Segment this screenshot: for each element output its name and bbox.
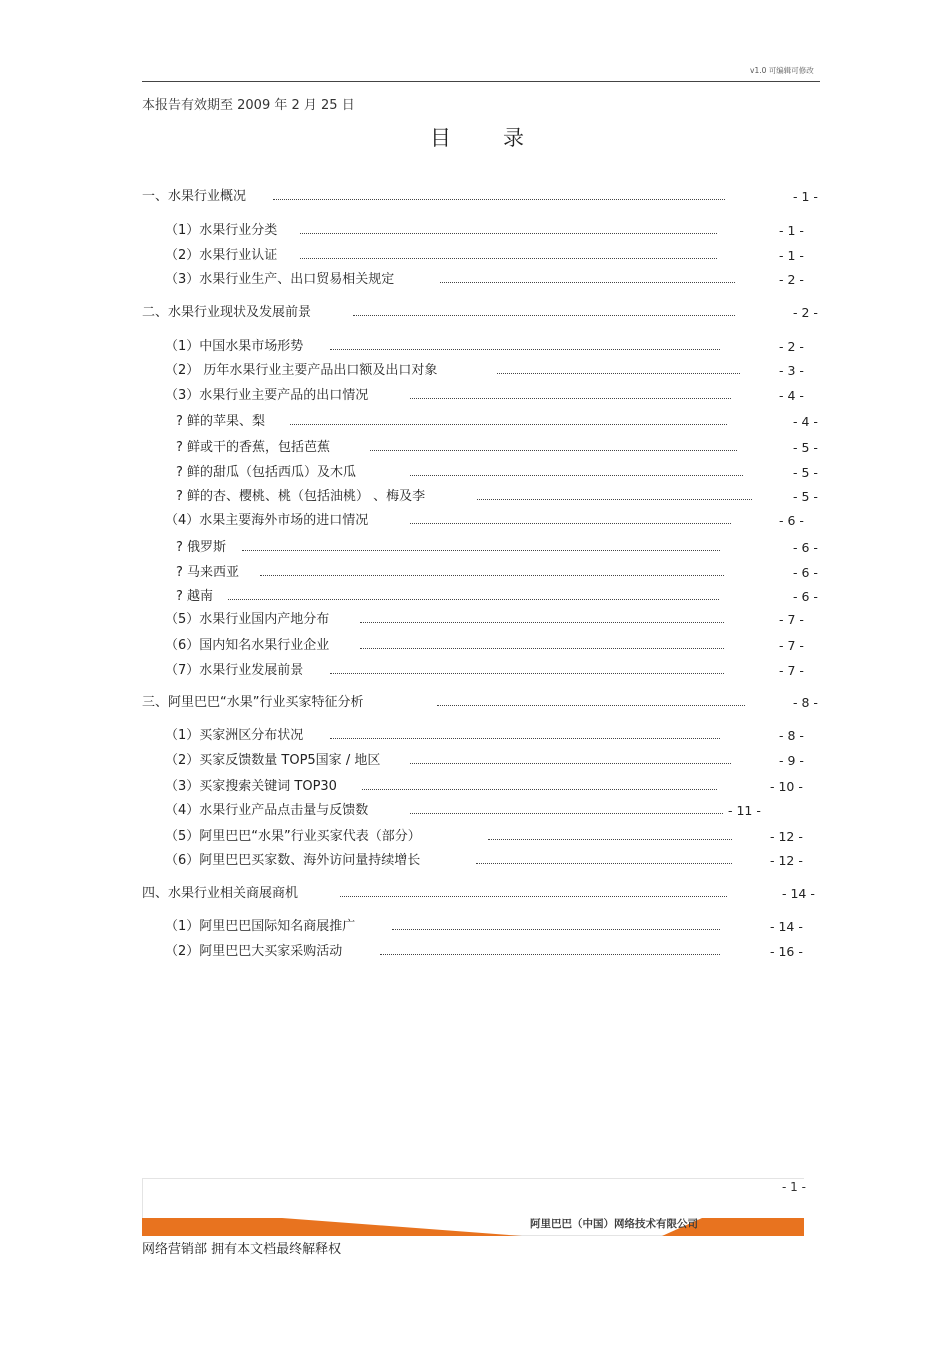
toc-leader-dots (360, 642, 724, 649)
toc-entry-label: （6）阿里巴巴买家数、海外访问量持续增长 (165, 853, 421, 868)
toc-entry-page: - 6 - (779, 513, 804, 528)
toc-entry[interactable] (0, 918, 950, 936)
toc-entry-label: ? 鲜的杏、樱桃、桃（包括油桃） 、梅及李 (176, 489, 426, 504)
toc-leader-dots (362, 783, 717, 790)
toc-entry[interactable] (0, 637, 950, 655)
toc-entry[interactable] (0, 943, 950, 961)
toc-leader-dots (477, 493, 752, 500)
toc-entry[interactable] (0, 727, 950, 745)
toc-entry-label: ? 俄罗斯 (176, 540, 227, 555)
toc-entry[interactable] (0, 611, 950, 629)
toc-entry-page: - 2 - (779, 272, 804, 287)
toc-entry-page: - 5 - (793, 465, 818, 480)
toc-leader-dots (488, 833, 732, 840)
toc-entry[interactable] (0, 488, 950, 506)
toc-entry-label: （2）水果行业认证 (165, 248, 278, 263)
toc-entry-label: （1）水果行业分类 (165, 223, 278, 238)
toc-leader-dots (330, 732, 720, 739)
toc-entry-page: - 5 - (793, 440, 818, 455)
toc-entry-page: - 7 - (779, 612, 804, 627)
toc-entry-label: （5）水果行业国内产地分布 (165, 612, 330, 627)
toc-entry[interactable] (0, 828, 950, 846)
company-name: 阿里巴巴（中国）网络技术有限公司 (530, 1218, 698, 1230)
toc-entry-label: 二、水果行业现状及发展前景 (142, 305, 312, 320)
toc-entry-page: - 6 - (793, 565, 818, 580)
toc-entry-label: ? 鲜的苹果、梨 (176, 414, 266, 429)
toc-leader-dots (290, 418, 727, 425)
toc-entry[interactable] (0, 247, 950, 265)
toc-entry-page: - 1 - (779, 223, 804, 238)
toc-entry[interactable] (0, 564, 950, 582)
toc-entry-page: - 12 - (770, 853, 803, 868)
toc-leader-dots (330, 343, 720, 350)
header-rule (142, 81, 820, 82)
toc-leader-dots (300, 252, 717, 259)
toc-entry-label: ? 越南 (176, 589, 214, 604)
toc-entry-page: - 7 - (779, 663, 804, 678)
toc-entry-label: ? 马来西亚 (176, 565, 240, 580)
toc-entry-label: （6）国内知名水果行业企业 (165, 638, 330, 653)
toc-leader-dots (380, 948, 720, 955)
toc-leader-dots (440, 276, 735, 283)
toc-leader-dots (260, 569, 724, 576)
toc-leader-dots (410, 469, 743, 476)
toc-entry[interactable] (0, 304, 950, 322)
toc-entry-page: - 4 - (779, 388, 804, 403)
toc-entry-page: - 5 - (793, 489, 818, 504)
version-note: v1.0 可编辑可修改 (750, 66, 814, 75)
toc-entry-page: - 2 - (779, 339, 804, 354)
toc-entry-page: - 4 - (793, 414, 818, 429)
toc-entry-page: - 2 - (793, 305, 818, 320)
toc-entry[interactable] (0, 752, 950, 770)
toc-entry-label: （1）买家洲区分布状况 (165, 728, 304, 743)
toc-entry-label: （3）买家搜索关键词 TOP30 (165, 779, 337, 794)
toc-entry[interactable] (0, 778, 950, 796)
toc-leader-dots (410, 392, 731, 399)
toc-entry[interactable] (0, 539, 950, 557)
toc-entry[interactable] (0, 588, 950, 606)
toc-entry[interactable] (0, 464, 950, 482)
toc-entry-label: （1）阿里巴巴国际知名商展推广 (165, 919, 356, 934)
footer-note: 网络营销部 拥有本文档最终解释权 (142, 1242, 342, 1257)
toc-leader-dots (476, 857, 732, 864)
toc-entry-page: - 8 - (793, 695, 818, 710)
toc-entry[interactable] (0, 188, 950, 206)
footer-page-number: - 1 - (782, 1180, 806, 1194)
toc-entry-label: （3）水果行业主要产品的出口情况 (165, 388, 369, 403)
toc-entry[interactable] (0, 694, 950, 712)
toc-entry-page: - 14 - (782, 886, 815, 901)
toc-entry-label: （7）水果行业发展前景 (165, 663, 304, 678)
toc-leader-dots (330, 667, 724, 674)
toc-entry-page: - 6 - (793, 540, 818, 555)
toc-entry-page: - 16 - (770, 944, 803, 959)
toc-entry-label: （4）水果行业产品点击量与反馈数 (165, 803, 369, 818)
toc-leader-dots (437, 699, 745, 706)
toc-entry-label: ? 鲜的甜瓜（包括西瓜）及木瓜 (176, 465, 357, 480)
toc-leader-dots (410, 517, 731, 524)
toc-entry-label: （4）水果主要海外市场的进口情况 (165, 513, 369, 528)
toc-leader-dots (392, 923, 720, 930)
validity-statement: 本报告有效期至 2009 年 2 月 25 日 (142, 98, 355, 113)
toc-entry-label: （1）中国水果市场形势 (165, 339, 304, 354)
toc-leader-dots (340, 890, 727, 897)
toc-entry-page: - 7 - (779, 638, 804, 653)
toc-leader-dots (273, 193, 725, 200)
toc-leader-dots (370, 444, 737, 451)
toc-leader-dots (497, 367, 740, 374)
toc-entry-page: - 8 - (779, 728, 804, 743)
toc-entry-label: 一、水果行业概况 (142, 189, 247, 204)
page-title: 目录 (430, 126, 576, 150)
toc-entry[interactable] (0, 222, 950, 240)
toc-entry-page: - 1 - (793, 189, 818, 204)
toc-entry[interactable] (0, 885, 950, 903)
toc-entry-label: 三、阿里巴巴“水果”行业买家特征分析 (142, 695, 364, 710)
toc-entry-page: - 9 - (779, 753, 804, 768)
toc-entry-page: - 12 - (770, 829, 803, 844)
toc-entry[interactable] (0, 512, 950, 530)
toc-entry[interactable] (0, 362, 950, 380)
toc-entry-label: （2）阿里巴巴大买家采购活动 (165, 944, 343, 959)
toc-entry[interactable] (0, 387, 950, 405)
toc-entry[interactable] (0, 439, 950, 457)
toc-entry-label: （5）阿里巴巴“水果”行业买家代表（部分） (165, 829, 421, 844)
toc-entry[interactable] (0, 852, 950, 870)
toc-entry-page: - 6 - (793, 589, 818, 604)
toc-entry[interactable] (0, 802, 950, 820)
toc-leader-dots (410, 807, 723, 814)
toc-leader-dots (300, 227, 717, 234)
toc-entry[interactable] (0, 413, 950, 431)
toc-entry-page: - 1 - (779, 248, 804, 263)
toc-leader-dots (360, 616, 724, 623)
toc-leader-dots (228, 593, 719, 600)
toc-entry[interactable] (0, 338, 950, 356)
toc-leader-dots (353, 309, 735, 316)
toc-entry[interactable] (0, 271, 950, 289)
toc-entry-label: （3）水果行业生产、出口贸易相关规定 (165, 272, 395, 287)
toc-entry-page: - 11 - (728, 803, 761, 818)
toc-entry[interactable] (0, 662, 950, 680)
toc-entry-page: - 3 - (779, 363, 804, 378)
toc-entry-page: - 14 - (770, 919, 803, 934)
toc-leader-dots (242, 544, 720, 551)
footer-accent-band (142, 1218, 804, 1236)
toc-entry-label: ? 鲜或干的香蕉，包括芭蕉 (176, 440, 331, 455)
toc-entry-label: （2） 历年水果行业主要产品出口额及出口对象 (165, 363, 438, 378)
toc-entry-label: （2）买家反馈数量 TOP5国家 / 地区 (165, 753, 381, 768)
toc-leader-dots (410, 757, 731, 764)
toc-entry-page: - 10 - (770, 779, 803, 794)
toc-entry-label: 四、水果行业相关商展商机 (142, 886, 299, 901)
